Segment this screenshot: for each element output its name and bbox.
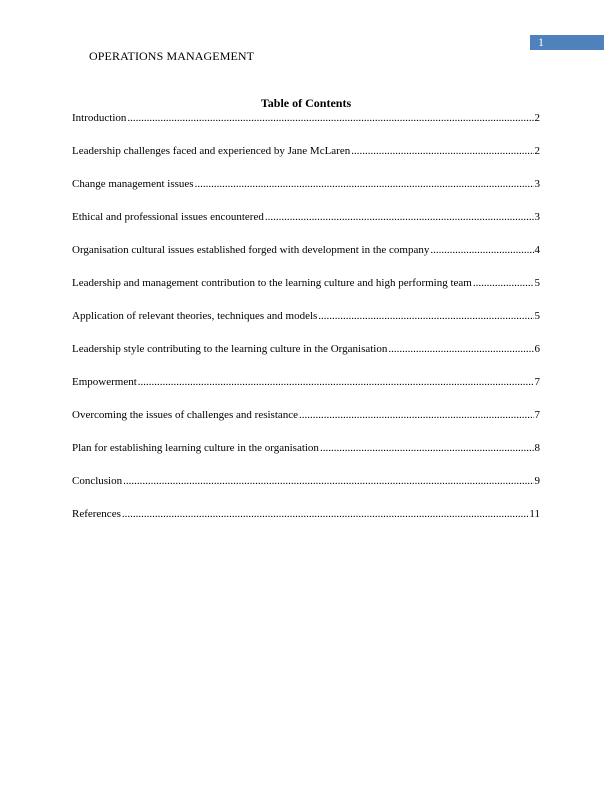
toc-leader-dots bbox=[123, 474, 533, 489]
toc-leader-dots bbox=[127, 111, 533, 126]
toc-entry-learning-culture-contribution[interactable] bbox=[72, 276, 540, 291]
toc-entry-page: 9 bbox=[534, 475, 540, 487]
toc-title: Table of Contents bbox=[260, 96, 352, 110]
toc-entry-label: Leadership and management contribution to the learning culture and high performing team bbox=[72, 277, 472, 289]
toc-entry-references[interactable] bbox=[72, 507, 540, 522]
toc-entry-leadership-challenges[interactable] bbox=[72, 144, 540, 159]
toc-leader-dots bbox=[195, 177, 534, 192]
toc-entry-page: 3 bbox=[534, 211, 540, 223]
toc-entry-page: 7 bbox=[534, 409, 540, 421]
toc-entry-plan-learning-culture[interactable] bbox=[72, 441, 540, 456]
toc-leader-dots bbox=[122, 507, 529, 522]
toc-entry-label: Conclusion bbox=[72, 475, 123, 487]
toc-entry-page: 7 bbox=[534, 376, 540, 388]
toc-leader-dots bbox=[318, 309, 533, 324]
toc-leader-dots bbox=[351, 144, 533, 159]
toc-entry-theories-models[interactable] bbox=[72, 309, 540, 324]
toc-entry-label: References bbox=[72, 508, 121, 520]
toc-entry-label: Plan for establishing learning culture in the organisation bbox=[72, 442, 319, 454]
page-number: 1 bbox=[530, 35, 604, 50]
table-of-contents bbox=[72, 111, 540, 540]
toc-entry-label: Ethical and professional issues encountered bbox=[72, 211, 264, 223]
toc-leader-dots bbox=[299, 408, 533, 423]
toc-entry-label: Application of relevant theories, techniques and models bbox=[72, 310, 318, 322]
toc-entry-page: 3 bbox=[534, 178, 540, 190]
toc-entry-change-management[interactable] bbox=[72, 177, 540, 192]
toc-entry-overcoming-challenges[interactable] bbox=[72, 408, 540, 423]
toc-leader-dots bbox=[320, 441, 534, 456]
toc-entry-label: Leadership challenges faced and experienced by Jane McLaren bbox=[72, 145, 351, 157]
toc-entry-page: 4 bbox=[534, 244, 540, 256]
toc-entry-page: 11 bbox=[529, 508, 540, 520]
running-head: OPERATIONS MANAGEMENT bbox=[89, 49, 255, 63]
toc-entry-page: 5 bbox=[534, 310, 540, 322]
toc-entry-introduction[interactable] bbox=[72, 111, 540, 126]
toc-leader-dots bbox=[473, 276, 534, 291]
toc-entry-page: 2 bbox=[534, 112, 540, 124]
toc-entry-page: 5 bbox=[534, 277, 540, 289]
toc-entry-page: 8 bbox=[534, 442, 540, 454]
toc-leader-dots bbox=[265, 210, 534, 225]
toc-entry-empowerment[interactable] bbox=[72, 375, 540, 390]
toc-entry-conclusion[interactable] bbox=[72, 474, 540, 489]
toc-entry-label: Empowerment bbox=[72, 376, 137, 388]
toc-entry-page: 2 bbox=[534, 145, 540, 157]
toc-entry-label: Organisation cultural issues established forged with development in the company bbox=[72, 244, 430, 256]
toc-leader-dots bbox=[138, 375, 534, 390]
toc-leader-dots bbox=[388, 342, 533, 357]
toc-entry-label: Overcoming the issues of challenges and resistance bbox=[72, 409, 299, 421]
toc-entry-page: 6 bbox=[534, 343, 540, 355]
toc-entry-cultural-issues[interactable] bbox=[72, 243, 540, 258]
toc-entry-label: Introduction bbox=[72, 112, 127, 124]
toc-entry-leadership-style[interactable] bbox=[72, 342, 540, 357]
toc-entry-label: Leadership style contributing to the learning culture in the Organisation bbox=[72, 343, 388, 355]
toc-leader-dots bbox=[430, 243, 533, 258]
toc-entry-ethical-issues[interactable] bbox=[72, 210, 540, 225]
toc-entry-label: Change management issues bbox=[72, 178, 194, 190]
